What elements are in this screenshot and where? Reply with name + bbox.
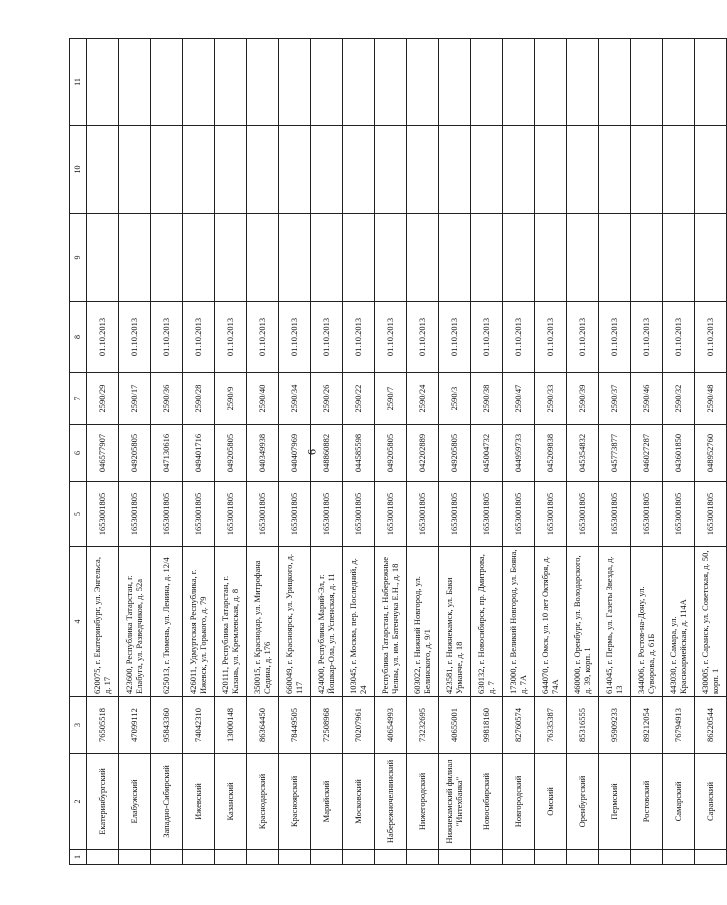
okpo-code: 95909233 xyxy=(599,697,631,754)
inn-code: 1653001805 xyxy=(599,482,631,547)
table-row xyxy=(599,39,631,865)
cell-empty xyxy=(471,850,503,865)
cell-empty xyxy=(407,850,439,865)
okpo-code: 99818160 xyxy=(471,697,503,754)
cell-empty xyxy=(503,850,535,865)
branch-address: 430005, г. Саранск, ул. Советская, д. 50, корп. 1 xyxy=(695,547,727,697)
branch-name: Саранский xyxy=(695,754,727,850)
bik-code: 044585598 xyxy=(343,425,375,482)
cell-empty xyxy=(247,39,279,126)
column-number: 5 xyxy=(70,482,87,547)
cell-empty xyxy=(119,39,151,126)
branch-address: 620075, г. Екатеринбург, ул. Энгельса, д. 17 xyxy=(87,547,119,697)
cell-empty xyxy=(567,126,599,214)
column-number: 11 xyxy=(70,39,87,126)
inn-code: 1653001805 xyxy=(279,482,311,547)
cell-empty xyxy=(535,214,567,302)
branch-name: Краснодарский xyxy=(247,754,279,850)
okpo-code: 73232695 xyxy=(407,697,439,754)
cell-empty xyxy=(279,39,311,126)
table-row xyxy=(631,39,663,865)
registration-number: 2590/24 xyxy=(407,373,439,425)
registration-number: 2590/3 xyxy=(439,373,471,425)
okpo-code: 47099112 xyxy=(119,697,151,754)
registration-number: 2590/39 xyxy=(567,373,599,425)
inn-code: 1653001805 xyxy=(439,482,471,547)
registration-number: 2590/36 xyxy=(151,373,183,425)
cell-empty xyxy=(471,214,503,302)
table-row xyxy=(343,39,375,865)
table-row xyxy=(119,39,151,865)
cell-empty xyxy=(663,214,695,302)
inn-code: 1653001805 xyxy=(311,482,343,547)
branch-address: 350015, г. Краснодар, ул. Митрофана Седина, д. 176 xyxy=(247,547,279,697)
registration-number: 2590/26 xyxy=(311,373,343,425)
cell-empty xyxy=(535,39,567,126)
bik-code: 047130616 xyxy=(151,425,183,482)
branch-name: Пермский xyxy=(599,754,631,850)
bik-code: 048860882 xyxy=(311,425,343,482)
inn-code: 1653001805 xyxy=(663,482,695,547)
cell-empty xyxy=(215,39,247,126)
cell-empty xyxy=(535,126,567,214)
registration-number: 2590/7 xyxy=(375,373,407,425)
registration-number: 2590/33 xyxy=(535,373,567,425)
branch-name: Новгородский xyxy=(503,754,535,850)
column-number: 1 xyxy=(70,850,87,865)
branch-name: Нижегородский xyxy=(407,754,439,850)
registration-date: 01.10.2013 xyxy=(535,302,567,373)
bik-code: 044959733 xyxy=(503,425,535,482)
cell-empty xyxy=(247,850,279,865)
cell-empty xyxy=(439,214,471,302)
registration-number: 2590/46 xyxy=(631,373,663,425)
cell-empty xyxy=(567,39,599,126)
okpo-code: 76794913 xyxy=(663,697,695,754)
cell-empty xyxy=(311,39,343,126)
column-number: 6 xyxy=(70,425,87,482)
inn-code: 1653001805 xyxy=(215,482,247,547)
bik-code: 045773877 xyxy=(599,425,631,482)
cell-empty xyxy=(119,214,151,302)
registration-date: 01.10.2013 xyxy=(119,302,151,373)
inn-code: 1653001805 xyxy=(343,482,375,547)
cell-empty xyxy=(439,126,471,214)
branch-address: 423581, г. Нижнекамск, ул. Баки Урманче, д. 18 xyxy=(439,547,471,697)
branch-name: Ростовский xyxy=(631,754,663,850)
cell-empty xyxy=(439,850,471,865)
branch-name: Московский xyxy=(343,754,375,850)
okpo-code: 76335387 xyxy=(535,697,567,754)
cell-empty xyxy=(663,39,695,126)
cell-empty xyxy=(599,126,631,214)
cell-empty xyxy=(151,850,183,865)
branch-name: Новосибирский xyxy=(471,754,503,850)
column-number: 10 xyxy=(70,126,87,214)
branch-address: 420111, Республика Татарстан, г. Казань, ул. Кремлевская, д. 8 xyxy=(215,547,247,697)
registration-number: 2590/22 xyxy=(343,373,375,425)
registration-date: 01.10.2013 xyxy=(279,302,311,373)
column-number: 2 xyxy=(70,754,87,850)
table-row xyxy=(311,39,343,865)
cell-empty xyxy=(375,39,407,126)
cell-empty xyxy=(375,126,407,214)
cell-empty xyxy=(87,850,119,865)
branch-name: Западно-Сибирский xyxy=(151,754,183,850)
branch-name: Марийский xyxy=(311,754,343,850)
inn-code: 1653001805 xyxy=(119,482,151,547)
branch-name: Ижевский xyxy=(183,754,215,850)
inn-code: 1653001805 xyxy=(407,482,439,547)
registration-date: 01.10.2013 xyxy=(87,302,119,373)
cell-empty xyxy=(183,850,215,865)
bik-code: 046027287 xyxy=(631,425,663,482)
okpo-code: 74042310 xyxy=(183,697,215,754)
okpo-code: 70207961 xyxy=(343,697,375,754)
registration-date: 01.10.2013 xyxy=(599,302,631,373)
registration-number: 2590/9 xyxy=(215,373,247,425)
branch-name: Самарский xyxy=(663,754,695,850)
cell-empty xyxy=(119,126,151,214)
okpo-code: 86364450 xyxy=(247,697,279,754)
cell-empty xyxy=(503,126,535,214)
cell-empty xyxy=(343,126,375,214)
registration-date: 01.10.2013 xyxy=(215,302,247,373)
okpo-code: 40654993 xyxy=(375,697,407,754)
branch-name: Елабужский xyxy=(119,754,151,850)
cell-empty xyxy=(407,214,439,302)
cell-empty xyxy=(311,850,343,865)
column-number: 3 xyxy=(70,697,87,754)
inn-code: 1653001805 xyxy=(695,482,727,547)
branch-name: Нижнекамский филиал "Интехбанка" xyxy=(439,754,471,850)
registration-date: 01.10.2013 xyxy=(503,302,535,373)
registration-number: 2590/34 xyxy=(279,373,311,425)
column-number: 8 xyxy=(70,302,87,373)
registration-number: 2590/37 xyxy=(599,373,631,425)
inn-code: 1653001805 xyxy=(375,482,407,547)
registration-date: 01.10.2013 xyxy=(343,302,375,373)
bik-code: 040407969 xyxy=(279,425,311,482)
registration-date: 01.10.2013 xyxy=(311,302,343,373)
cell-empty xyxy=(631,39,663,126)
inn-code: 1653001805 xyxy=(151,482,183,547)
cell-empty xyxy=(471,126,503,214)
table-row xyxy=(279,39,311,865)
branch-address: 424000, Республика Марий-Эл, г. Йошкар-Ола, ул. Успенская, д. 11 xyxy=(311,547,343,697)
registration-date: 01.10.2013 xyxy=(247,302,279,373)
registration-date: 01.10.2013 xyxy=(151,302,183,373)
cell-empty xyxy=(119,850,151,865)
registration-number: 2590/28 xyxy=(183,373,215,425)
table-row xyxy=(87,39,119,865)
registration-date: 01.10.2013 xyxy=(439,302,471,373)
okpo-code: 13000148 xyxy=(215,697,247,754)
branch-address: 660049, г. Красноярск, ул. Урицкого, д. 117 xyxy=(279,547,311,697)
table-row xyxy=(695,39,727,865)
cell-empty xyxy=(279,214,311,302)
cell-empty xyxy=(599,850,631,865)
cell-empty xyxy=(695,126,727,214)
cell-empty xyxy=(375,850,407,865)
branch-address: 625013, г. Тюмень, ул. Ленина, д. 12/4 xyxy=(151,547,183,697)
cell-empty xyxy=(247,126,279,214)
branch-name: Омский xyxy=(535,754,567,850)
cell-empty xyxy=(247,214,279,302)
okpo-code: 40655001 xyxy=(439,697,471,754)
cell-empty xyxy=(151,126,183,214)
cell-empty xyxy=(151,39,183,126)
okpo-code: 85316555 xyxy=(567,697,599,754)
branch-address: 614045, г. Пермь, ул. Газеты Звезда, д. 13 xyxy=(599,547,631,697)
cell-empty xyxy=(215,126,247,214)
registration-date: 01.10.2013 xyxy=(471,302,503,373)
bik-code: 045004732 xyxy=(471,425,503,482)
bik-code: 040349938 xyxy=(247,425,279,482)
cell-empty xyxy=(343,214,375,302)
cell-empty xyxy=(599,214,631,302)
cell-empty xyxy=(183,214,215,302)
registration-date: 01.10.2013 xyxy=(567,302,599,373)
cell-empty xyxy=(663,850,695,865)
branch-address: Республика Татарстан, г. Набережные Челны, ул. им. Батенчука Е.Н., д. 18 xyxy=(375,547,407,697)
table-row xyxy=(151,39,183,865)
cell-empty xyxy=(87,39,119,126)
branch-address: 103045, г. Москва, пер. Последний, д. 24 xyxy=(343,547,375,697)
branch-address: 426011, Удмуртская Республика, г. Ижевск, ул. Горького, д. 79 xyxy=(183,547,215,697)
cell-empty xyxy=(215,214,247,302)
cell-empty xyxy=(503,39,535,126)
okpo-code: 78449505 xyxy=(279,697,311,754)
branch-address: 344006, г. Ростов-на-Дону, ул. Суворова, д. 61Б xyxy=(631,547,663,697)
bik-code: 049205805 xyxy=(119,425,151,482)
branch-name: Красноярский xyxy=(279,754,311,850)
table-row xyxy=(215,39,247,865)
cell-empty xyxy=(343,39,375,126)
cell-empty xyxy=(311,126,343,214)
table-row xyxy=(407,39,439,865)
okpo-code: 86220544 xyxy=(695,697,727,754)
cell-empty xyxy=(695,39,727,126)
cell-empty xyxy=(87,214,119,302)
branch-address: 460000, г. Оренбург, ул. Володарского, д. 39, корп. 1 xyxy=(567,547,599,697)
okpo-code: 95843360 xyxy=(151,697,183,754)
branch-address: 630132, г. Новосибирск, пр. Дмитрова, д. 7 xyxy=(471,547,503,697)
branches-table xyxy=(69,38,727,865)
column-number-row xyxy=(70,39,87,865)
column-number: 9 xyxy=(70,214,87,302)
cell-empty xyxy=(695,850,727,865)
rotated-table-wrapper xyxy=(69,39,720,865)
bik-code: 049205805 xyxy=(215,425,247,482)
branch-address: 644070, г. Омск, ул. 10 лет Октября, д. 74А xyxy=(535,547,567,697)
registration-number: 2590/38 xyxy=(471,373,503,425)
branch-address: 423600, Республика Татарстан, г. Елабуга, ул. Разведчиков, д. 52а xyxy=(119,547,151,697)
table-row xyxy=(247,39,279,865)
inn-code: 1653001805 xyxy=(471,482,503,547)
cell-empty xyxy=(183,39,215,126)
bik-code: 049205805 xyxy=(439,425,471,482)
bik-code: 048952760 xyxy=(695,425,727,482)
table-row xyxy=(663,39,695,865)
inn-code: 1653001805 xyxy=(535,482,567,547)
branch-name: Оренбургский xyxy=(567,754,599,850)
page-number: 6 xyxy=(304,449,319,455)
cell-empty xyxy=(663,126,695,214)
cell-empty xyxy=(375,214,407,302)
bik-code: 045209838 xyxy=(535,425,567,482)
inn-code: 1653001805 xyxy=(567,482,599,547)
cell-empty xyxy=(631,214,663,302)
okpo-code: 76505518 xyxy=(87,697,119,754)
registration-date: 01.10.2013 xyxy=(663,302,695,373)
bik-code: 045354832 xyxy=(567,425,599,482)
inn-code: 1653001805 xyxy=(503,482,535,547)
cell-empty xyxy=(215,850,247,865)
cell-empty xyxy=(535,850,567,865)
registration-number: 2590/48 xyxy=(695,373,727,425)
cell-empty xyxy=(183,126,215,214)
branch-address: 173000, г. Великий Новгород, ул. Бояна, д. 7А xyxy=(503,547,535,697)
table-row xyxy=(535,39,567,865)
cell-empty xyxy=(311,214,343,302)
inn-code: 1653001805 xyxy=(631,482,663,547)
cell-empty xyxy=(151,214,183,302)
cell-empty xyxy=(471,39,503,126)
bik-code: 043601850 xyxy=(663,425,695,482)
branch-name: Екатеринбургский xyxy=(87,754,119,850)
branch-name: Казанский xyxy=(215,754,247,850)
column-number: 7 xyxy=(70,373,87,425)
registration-date: 01.10.2013 xyxy=(631,302,663,373)
cell-empty xyxy=(279,850,311,865)
cell-empty xyxy=(407,126,439,214)
table-row xyxy=(567,39,599,865)
table-row xyxy=(183,39,215,865)
registration-date: 01.10.2013 xyxy=(407,302,439,373)
branch-address: 443030, г. Самара, ул. Красноармейская, д. 114А xyxy=(663,547,695,697)
registration-number: 2590/29 xyxy=(87,373,119,425)
cell-empty xyxy=(279,126,311,214)
column-number: 4 xyxy=(70,547,87,697)
cell-empty xyxy=(439,39,471,126)
inn-code: 1653001805 xyxy=(87,482,119,547)
cell-empty xyxy=(343,850,375,865)
table-row xyxy=(471,39,503,865)
cell-empty xyxy=(599,39,631,126)
table-row xyxy=(439,39,471,865)
bik-code: 049401716 xyxy=(183,425,215,482)
okpo-code: 82760574 xyxy=(503,697,535,754)
table-body xyxy=(70,39,727,865)
cell-empty xyxy=(503,214,535,302)
bik-code: 042202889 xyxy=(407,425,439,482)
cell-empty xyxy=(567,850,599,865)
okpo-code: 89212054 xyxy=(631,697,663,754)
registration-number: 2590/32 xyxy=(663,373,695,425)
registration-date: 01.10.2013 xyxy=(695,302,727,373)
branch-name: Набережночелнинский xyxy=(375,754,407,850)
cell-empty xyxy=(631,126,663,214)
bik-code: 049205805 xyxy=(375,425,407,482)
registration-date: 01.10.2013 xyxy=(183,302,215,373)
inn-code: 1653001805 xyxy=(183,482,215,547)
registration-number: 2590/47 xyxy=(503,373,535,425)
registration-date: 01.10.2013 xyxy=(375,302,407,373)
cell-empty xyxy=(567,214,599,302)
table-row xyxy=(375,39,407,865)
inn-code: 1653001805 xyxy=(247,482,279,547)
cell-empty xyxy=(407,39,439,126)
registration-number: 2590/17 xyxy=(119,373,151,425)
branch-address: 603022, г. Нижний Новгород, ул. Белинского, д. 9/1 xyxy=(407,547,439,697)
cell-empty xyxy=(87,126,119,214)
okpo-code: 72508968 xyxy=(311,697,343,754)
bik-code: 046577907 xyxy=(87,425,119,482)
cell-empty xyxy=(631,850,663,865)
cell-empty xyxy=(695,214,727,302)
table-row xyxy=(503,39,535,865)
registration-number: 2590/40 xyxy=(247,373,279,425)
